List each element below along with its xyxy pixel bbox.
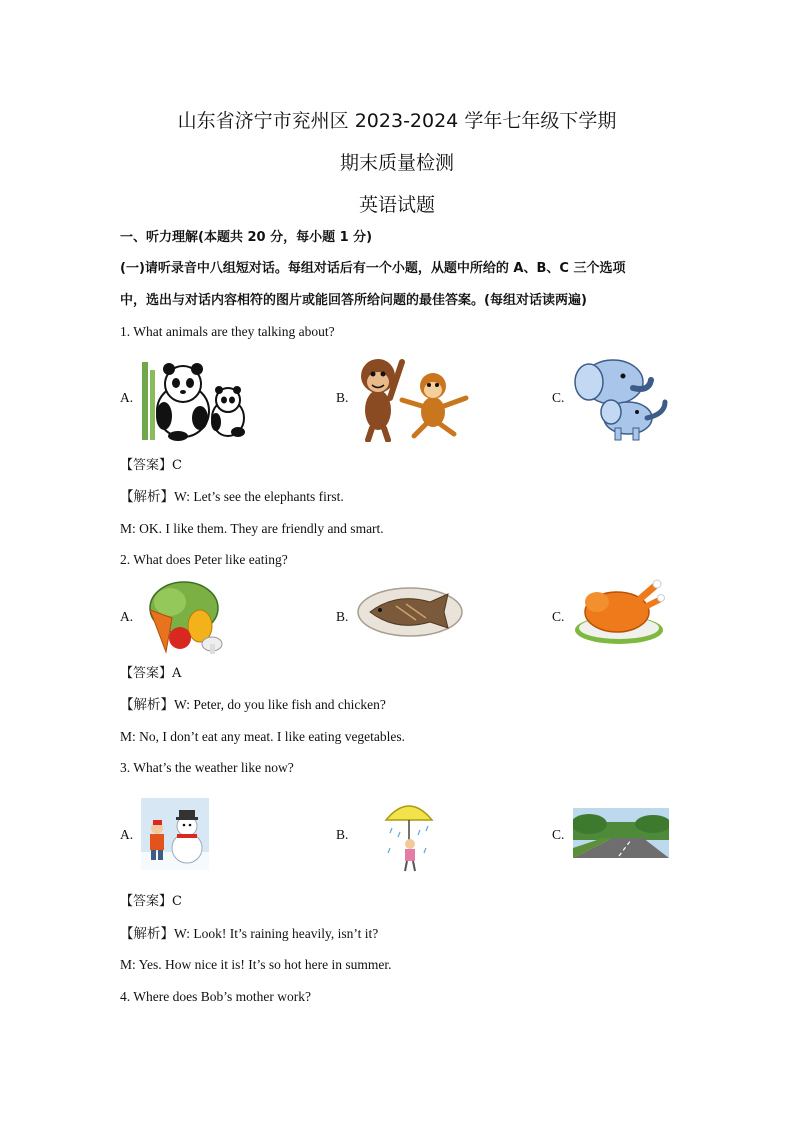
question-1: 1. What animals are they talking about? (120, 324, 335, 339)
analysis-3-line2: M: Yes. How nice it is! It’s so hot here in summer. (120, 957, 392, 972)
option-label: B. (336, 390, 349, 405)
sunny-road-image (573, 808, 669, 858)
fish-image (356, 584, 464, 640)
page-title-line3: 英语试题 (358, 194, 435, 216)
page-title-line1: 山东省济宁市兖州区 2023-2024 学年七年级下学期 (177, 110, 617, 132)
analysis-2-line2: M: No, I don’t eat any meat. I like eating vegetables. (120, 729, 406, 744)
elephant-image (573, 356, 671, 442)
question-3: 3. What’s the weather like now? (120, 760, 294, 775)
analysis-1-line2: M: OK. I like them. They are friendly and smart. (120, 521, 384, 536)
analysis-3-line1: 【解析】W: Look! It’s raining heavily, isn’t it? (120, 926, 379, 941)
instruction-line2: 中，选出与对话内容相符的图片或能回答所给问题的最佳答案。(每组对话读两遍) (120, 293, 587, 308)
roast-chicken-image (573, 578, 665, 646)
question-2: 2. What does Peter like eating? (120, 552, 288, 567)
option-label: A. (120, 609, 134, 624)
section-heading: 一、听力理解(本题共 20 分，每小题 1 分) (120, 230, 373, 245)
answer-3: 【答案】C (120, 894, 182, 909)
option-label: C. (552, 609, 565, 624)
option-label: C. (552, 390, 565, 405)
page-title-line2: 期末质量检测 (339, 152, 454, 174)
analysis-1-line1: 【解析】W: Let’s see the elephants first. (120, 489, 344, 504)
option-label: B. (336, 609, 349, 624)
umbrella-rain-image (384, 798, 434, 874)
option-label: B. (336, 827, 349, 842)
vegetables-image (140, 578, 226, 656)
snowman-image (141, 798, 209, 870)
option-label: A. (120, 827, 134, 842)
analysis-2-line1: 【解析】W: Peter, do you like fish and chicken? (120, 697, 386, 712)
instruction-line1: (一)请听录音中八组短对话。每组对话后有一个小题，从题中所给的 A、B、C 三个选项 (120, 261, 626, 276)
option-label: C. (552, 827, 565, 842)
answer-1: 【答案】C (120, 458, 182, 473)
option-label: A. (120, 390, 134, 405)
panda-image (138, 356, 250, 442)
answer-2: 【答案】A (120, 666, 182, 681)
monkey-image (358, 352, 470, 442)
question-4: 4. Where does Bob’s mother work? (120, 989, 311, 1004)
